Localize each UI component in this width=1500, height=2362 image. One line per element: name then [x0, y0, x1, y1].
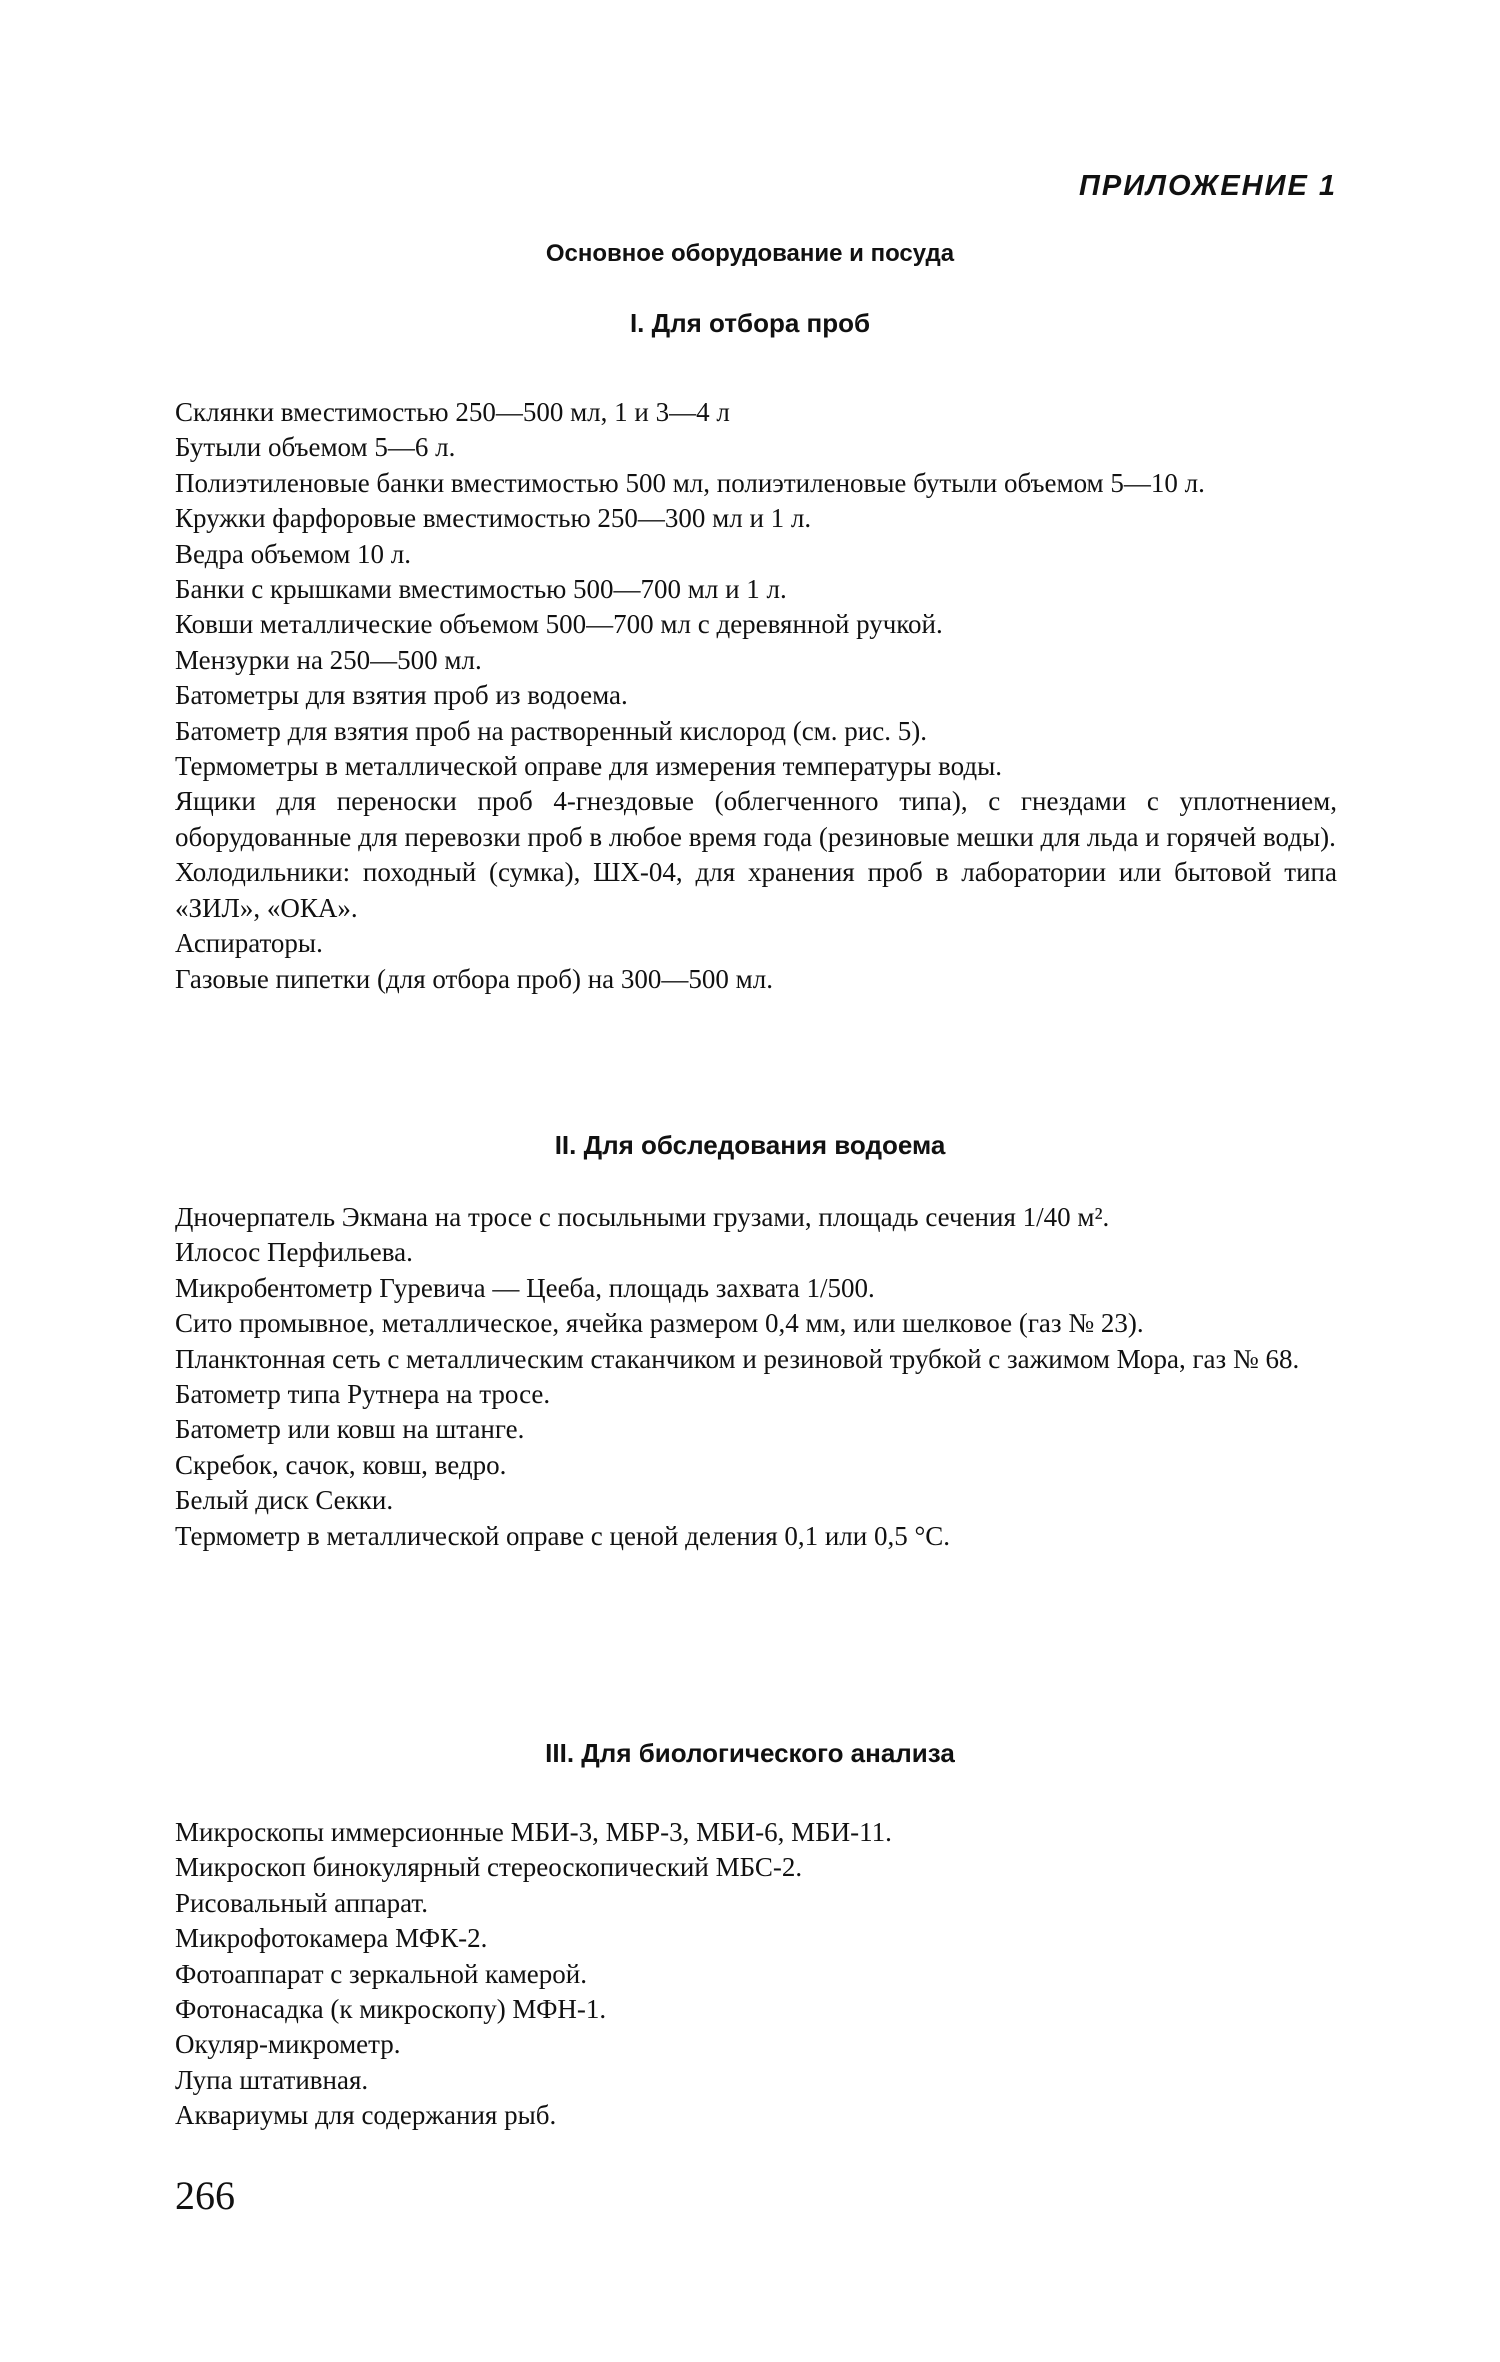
list-item: Батометры для взятия проб из водоема.: [175, 680, 628, 711]
list-item: Батометр типа Рутнера на тросе.: [175, 1379, 551, 1410]
list-item: Сито промывное, металлическое, ячейка размером 0,4 мм, или шелковое (газ № 23).: [175, 1308, 1144, 1339]
list-item: Ящики для переноски проб 4-гнездовые (облегченного типа), с гнездами с уплотнением, оборудованные для перевозки проб в любое время года (резиновые мешки для льда и горячей воды).: [175, 786, 1337, 852]
page-number: 266: [175, 2173, 235, 2218]
list-item: Холодильники: походный (сумка), ШХ-04, для хранения проб в лаборатории или бытовой типа «ЗИЛ», «ОКА».: [175, 857, 1337, 923]
list-item: Термометр в металлической оправе с ценой деления 0,1 или 0,5 °С.: [175, 1520, 951, 1551]
list-item: Кружки фарфоровые вместимостью 250—300 мл и 1 л.: [175, 503, 812, 534]
section-1-heading: I. Для отбора проб: [629, 308, 871, 338]
list-item: Дночерпатель Экмана на тросе с посыльными грузами, площадь сечения 1/40 м².: [175, 1202, 1110, 1232]
list-item: Ковши металлические объемом 500—700 мл с деревянной ручкой.: [175, 609, 943, 640]
list-item: Скребок, сачок, ковш, ведро.: [175, 1449, 507, 1480]
list-item: Батометр для взятия проб на растворенный кислород (см. рис. 5).: [175, 715, 927, 746]
list-item: Склянки вместимостью 250—500 мл, 1 и 3—4 л: [175, 397, 730, 427]
list-item: Илосос Перфильева.: [175, 1237, 413, 1268]
section-1-list: [175, 395, 1337, 997]
list-item: Батометр или ковш на штанге.: [175, 1414, 525, 1445]
list-item: Газовые пипетки (для отбора проб) на 300—500 мл.: [175, 963, 773, 994]
list-item: Ведра объемом 10 л.: [175, 538, 411, 569]
document-title: Основное оборудование и посуда: [545, 240, 955, 267]
list-item: Бутыли объемом 5—6 л.: [175, 432, 456, 463]
list-item: Фотоаппарат с зеркальной камерой.: [175, 1958, 587, 1989]
list-item: Термометры в металлической оправе для измерения температуры воды.: [175, 751, 1003, 782]
list-item: Микробентометр Гуревича — Цееба, площадь захвата 1/500.: [175, 1272, 875, 1303]
list-item: Мензурки на 250—500 мл.: [175, 644, 482, 675]
list-item: Рисовальный аппарат.: [175, 1887, 428, 1918]
appendix-label: ПРИЛОЖЕНИЕ 1: [1079, 170, 1337, 202]
list-item: Аспираторы.: [175, 928, 323, 959]
list-item: Лупа штативная.: [175, 2064, 369, 2095]
list-item: Окуляр-микрометр.: [175, 2029, 401, 2060]
list-item: Банки с крышками вместимостью 500—700 мл и 1 л.: [175, 574, 787, 605]
list-item: Аквариумы для содержания рыб.: [175, 2100, 557, 2131]
list-item: Микроскопы иммерсионные МБИ-3, МБР-3, МБИ-6, МБИ-11.: [175, 1817, 892, 1847]
section-3-list: [175, 1815, 1337, 2134]
list-item: Микроскоп бинокулярный стереоскопический МБС-2.: [175, 1852, 803, 1883]
list-item: Полиэтиленовые банки вместимостью 500 мл, полиэтиленовые бутыли объемом 5—10 л.: [175, 467, 1205, 498]
section-3-heading: III. Для биологического анализа: [545, 1738, 955, 1768]
list-item: Микрофотокамера МФК-2.: [175, 1923, 488, 1954]
list-item: Белый диск Секки.: [175, 1485, 394, 1516]
section-2-list: [175, 1200, 1337, 1554]
section-2-heading: II. Для обследования водоема: [554, 1130, 946, 1160]
list-item: Фотонасадка (к микроскопу) МФН-1.: [175, 1994, 607, 2025]
list-item: Планктонная сеть с металлическим стаканчиком и резиновой трубкой с зажимом Мора, газ № 68.: [175, 1343, 1300, 1374]
